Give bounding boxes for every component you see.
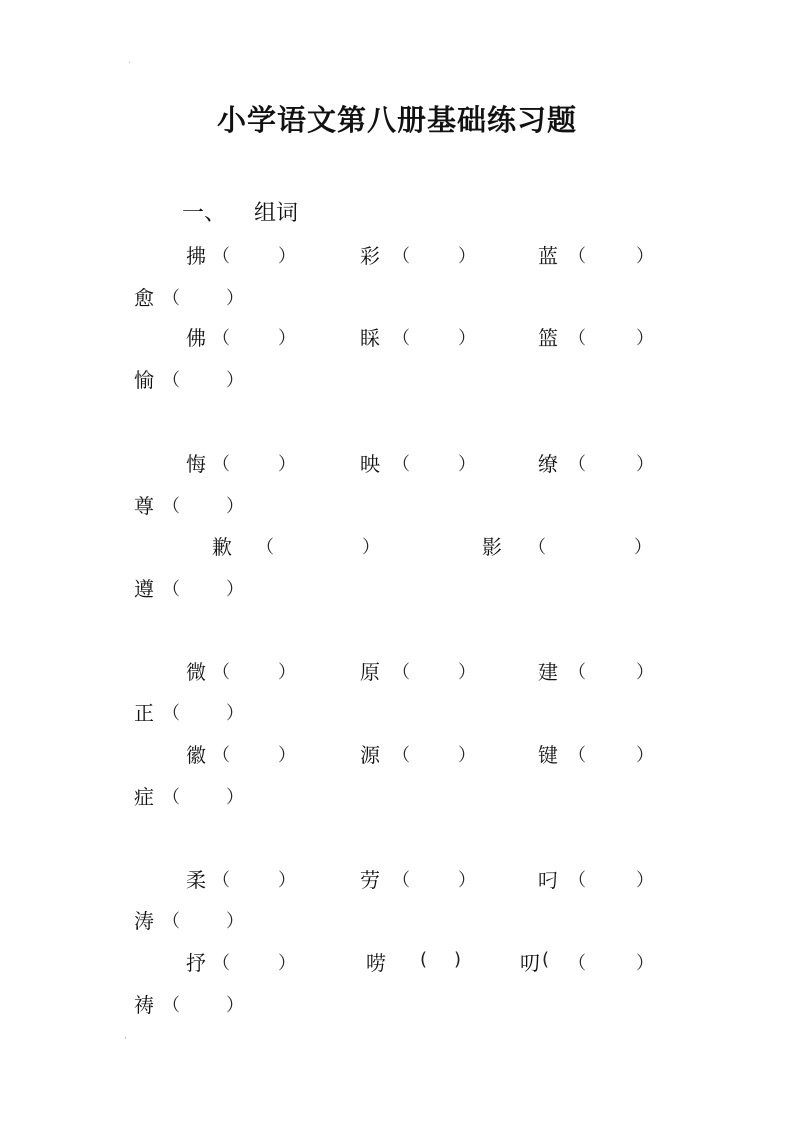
- character: 映: [360, 452, 380, 476]
- paren-close: ）: [636, 870, 654, 891]
- character: 缭: [538, 452, 558, 476]
- word-item: [134, 905, 244, 934]
- paren-open: （: [212, 662, 230, 683]
- paren-close: ）: [278, 953, 296, 974]
- character: 键: [538, 743, 558, 767]
- paren-close: ）: [226, 288, 244, 309]
- word-row: [0, 656, 794, 686]
- paren-open: （: [568, 246, 586, 267]
- character: 歉: [212, 535, 232, 559]
- character: 建: [538, 660, 558, 684]
- word-item: [360, 864, 476, 893]
- word-item: [186, 739, 296, 768]
- character: 佛: [186, 326, 206, 350]
- character: 叼: [538, 868, 558, 892]
- word-item: [134, 573, 244, 602]
- paren-open: （: [568, 870, 586, 891]
- word-item: [538, 739, 654, 768]
- word-item: [538, 240, 654, 269]
- section-title: 组词: [254, 201, 299, 226]
- paren-open: （: [162, 496, 180, 517]
- word-row: [0, 322, 794, 352]
- character: 蓝: [538, 244, 558, 268]
- word-row: [0, 531, 794, 561]
- paren-open: （: [212, 870, 230, 891]
- word-item: [538, 656, 654, 685]
- paren-close: ）: [636, 454, 654, 475]
- paren-close: ）: [278, 454, 296, 475]
- character: 劳: [360, 868, 380, 892]
- paren-close: ）: [636, 745, 654, 766]
- paren-close: ）: [458, 328, 476, 349]
- word-item: [360, 448, 476, 477]
- page-title: 小学语文第八册基础练习题: [216, 103, 577, 137]
- paren-open: （: [256, 537, 274, 558]
- word-item: [482, 531, 652, 560]
- character: 抒: [186, 951, 206, 975]
- character: 涛: [134, 909, 154, 933]
- paren-open: （: [392, 745, 410, 766]
- character: 正: [134, 701, 154, 725]
- paren-open: （: [162, 703, 180, 724]
- word-item: [360, 739, 476, 768]
- word-row: [0, 864, 794, 894]
- character: 祷: [134, 993, 154, 1017]
- word-row: [0, 947, 794, 977]
- word-item: [186, 947, 296, 976]
- word-row: [0, 697, 794, 727]
- paren-close: ）: [226, 579, 244, 600]
- paren-close: ）: [278, 328, 296, 349]
- paren-open: （: [162, 995, 180, 1016]
- character: 愉: [134, 368, 154, 392]
- paren-close: ）: [278, 662, 296, 683]
- word-row: [0, 573, 794, 603]
- character: 症: [134, 785, 154, 809]
- character: 尊: [134, 494, 154, 518]
- paren-close: ）: [636, 953, 654, 974]
- paren-open: （: [212, 454, 230, 475]
- paren-open: （: [568, 745, 586, 766]
- word-item: [360, 656, 476, 685]
- character: 叨: [520, 951, 540, 975]
- paren-close: ）: [458, 870, 476, 891]
- word-item: [360, 322, 476, 351]
- paren-open: （: [162, 911, 180, 932]
- paren-open: （: [392, 870, 410, 891]
- paren-close: ）: [278, 246, 296, 267]
- character: 影: [482, 535, 502, 559]
- word-item: [360, 240, 476, 269]
- scan-mark-bottom: ,: [124, 1030, 128, 1041]
- word-item: [538, 322, 654, 351]
- word-row: [0, 905, 794, 935]
- word-item: [134, 490, 244, 519]
- paren-close: ）: [636, 246, 654, 267]
- word-row: [0, 282, 794, 312]
- paren-open: （: [528, 537, 546, 558]
- word-item: [186, 656, 296, 685]
- character: 源: [360, 743, 380, 767]
- paren-open: (: [542, 949, 550, 970]
- paren-open: （: [162, 288, 180, 309]
- paren-open: （: [212, 953, 230, 974]
- paren-open: （: [568, 454, 586, 475]
- word-item: [134, 282, 244, 311]
- paren-open: （: [392, 328, 410, 349]
- word-item: [186, 864, 296, 893]
- word-item: [520, 947, 654, 976]
- character: 悔: [186, 452, 206, 476]
- word-item: [366, 947, 462, 976]
- word-row: [0, 989, 794, 1019]
- paren-open: （: [212, 328, 230, 349]
- paren-open: （: [392, 246, 410, 267]
- paren-open: （: [568, 328, 586, 349]
- word-item: [186, 322, 296, 351]
- character: 遵: [134, 577, 154, 601]
- paren-close: ）: [226, 496, 244, 517]
- paren-open: （: [212, 246, 230, 267]
- paren-close: ）: [226, 911, 244, 932]
- word-row: [0, 448, 794, 478]
- paren-open: （: [392, 454, 410, 475]
- paren-close: ）: [226, 703, 244, 724]
- paren-close: ）: [458, 454, 476, 475]
- paren-open: （: [162, 787, 180, 808]
- paren-close: ）: [636, 662, 654, 683]
- word-item: [134, 989, 244, 1018]
- word-item: [134, 781, 244, 810]
- character: 篮: [538, 326, 558, 350]
- character: 愈: [134, 286, 154, 310]
- character: 原: [360, 660, 380, 684]
- paren-close: ）: [362, 537, 380, 558]
- scan-mark-top: ·: [128, 58, 132, 69]
- paren-close: ）: [458, 246, 476, 267]
- word-row: [0, 240, 794, 270]
- paren-open: （: [568, 953, 586, 974]
- paren-open: （: [212, 745, 230, 766]
- paren-close: ）: [634, 537, 652, 558]
- word-row: [0, 490, 794, 520]
- paren-close: ）: [636, 328, 654, 349]
- paren-open: （: [162, 370, 180, 391]
- paren-open: （: [568, 662, 586, 683]
- word-item: [538, 864, 654, 893]
- paren-close: ）: [278, 745, 296, 766]
- character: 徽: [186, 743, 206, 767]
- word-row: [0, 739, 794, 769]
- word-item: [186, 240, 296, 269]
- character: 彩: [360, 244, 380, 268]
- paren-close: ）: [458, 745, 476, 766]
- word-item: [134, 697, 244, 726]
- character: 微: [186, 660, 206, 684]
- word-item: [134, 364, 244, 393]
- paren-open: （: [162, 579, 180, 600]
- paren-close: ）: [458, 662, 476, 683]
- character: 柔: [186, 868, 206, 892]
- character: 唠: [366, 951, 386, 975]
- word-row: [0, 364, 794, 394]
- character: 拂: [186, 244, 206, 268]
- character: 睬: [360, 326, 380, 350]
- paren-open: (: [420, 949, 428, 970]
- word-item: [538, 448, 654, 477]
- paren-close: ）: [226, 995, 244, 1016]
- word-item: [212, 531, 380, 560]
- paren-close: ）: [226, 787, 244, 808]
- paren-close: ）: [278, 870, 296, 891]
- paren-open: （: [392, 662, 410, 683]
- paren-close: ): [454, 949, 462, 970]
- word-row: [0, 781, 794, 811]
- word-item: [186, 448, 296, 477]
- paren-close: ）: [226, 370, 244, 391]
- section-heading: [182, 196, 298, 227]
- section-number: 一、: [182, 201, 227, 226]
